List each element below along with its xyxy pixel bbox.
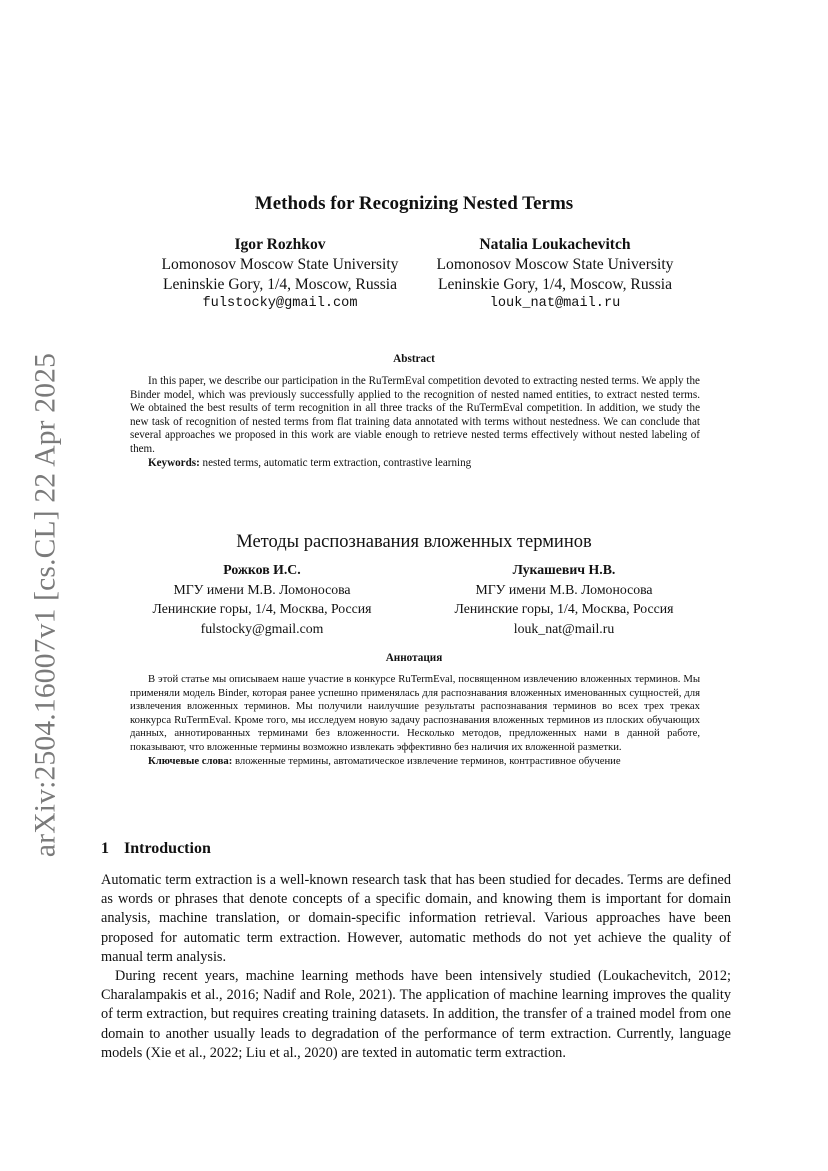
author-block-2 [424,235,686,314]
author-name: Natalia Loukachevitch [479,236,631,253]
author-name: Igor Rozhkov [234,236,326,253]
keywords-text-ru: вложенные термины, автоматическое извлечение терминов, контрастивное обучение [234,754,621,767]
author-affiliation: Lomonosov Moscow State University [161,255,399,273]
author-block-ru-1 [122,560,402,638]
author-name-ru: Лукашевич Н.В. [512,562,616,577]
abstract-keywords-ru [130,755,700,769]
abstract-text-ru: В этой статье мы описываем наше участие в конкурсе RuTermEval, посвященном извлечению вложенных терминов. Мы применяли модель Binder, которая ранее успешно применялась для распознавания вложенных именованных сущностей, для извлечения вложенных терминов. Мы получили наилучшие результаты распознавания терминов во всех трех треках конкурса RuTermEval. Кроме того, мы исследуем новую задачу распознавания вложенных терминов из плоских обучающих данных, аннотированных терминами без вложенности. Несколько методов, предложенных нами в данной работе, показывают, что вложенные термины возможно извлекать эффективно без наличия их вложенной разметки. [130,673,700,753]
author-name-ru: Рожков И.С. [223,562,301,577]
author-email: fulstocky@gmail.com [202,296,358,312]
author-email-ru: fulstocky@gmail.com [200,620,324,636]
author-address-ru: Ленинские горы, 1/4, Москва, Россия [454,601,674,617]
author-email-ru: louk_nat@mail.ru [513,620,615,636]
paragraph: During recent years, machine learning methods have been intensively studied (Loukachevitch, 2012; Charalampakis et al., 2016; Nadif and Role, 2021). The application of machine learning improves the quality of term extraction, but requires creating training datasets. In addition, the transfer of a trained model from one domain to another usually leads to degradation of the performance of term extraction. Currently, language models (Xie et al., 2022; Liu et al., 2020) are texted in automatic term extraction. [101,968,731,1061]
author-block-ru-2 [424,560,704,638]
abstract-text: In this paper, we describe our participation in the RuTermEval competition devoted to extracting nested terms. We apply the Binder model, which was previously successfully applied to the recognition of nested named entities, to extract nested terms. We obtained the best results of term recognition in all three tracks of the RuTermEval competition. In addition, we study the new task of recognition of nested terms from flat training data annotated with terms without nestedness. We can conclude that several approaches we proposed in this work are viable enough to retrieve nested terms effectively without nested labeling of them. [130,375,700,455]
author-affiliation-ru: МГУ имени М.В. Ломоносова [173,581,351,597]
keywords-label-ru: Ключевые слова: [148,754,233,767]
paper-title-ru: Методы распознавания вложенных терминов [236,532,592,552]
author-address: Leninskie Gory, 1/4, Moscow, Russia [162,275,398,293]
keywords-label: Keywords: [148,456,200,469]
author-address-ru: Ленинские горы, 1/4, Москва, Россия [152,601,372,617]
author-affiliation: Lomonosov Moscow State University [436,255,674,273]
section-number: 1 [101,840,109,857]
author-block-1 [150,235,410,314]
paragraph: Automatic term extraction is a well-known research task that has been studied for decades. Terms are defined as words or phrases that denote concepts of a specific domain, and knowing them is important for domain analysis, machine translation, or domain-specific information retrieval. Various approaches have been proposed for automatic term extraction. However, automatic methods do not yet achieve the quality of manual term analysis. [101,872,731,965]
abstract-keywords [130,457,700,471]
section-heading [101,840,211,858]
abstract-heading: Abstract [393,353,435,365]
author-affiliation-ru: МГУ имени М.В. Ломоносова [475,581,653,597]
author-address: Leninskie Gory, 1/4, Moscow, Russia [437,275,673,293]
keywords-text: nested terms, automatic term extraction, contrastive learning [202,456,472,469]
section-title: Introduction [124,840,211,857]
abstract-en [130,375,700,470]
arxiv-identifier: arXiv:2504.16007v1 [cs.CL] 22 Apr 2025 [29,352,62,858]
author-email: louk_nat@mail.ru [489,296,621,312]
paper-title: Methods for Recognizing Nested Terms [254,193,574,214]
body-text [101,871,731,1063]
abstract-ru [130,673,700,768]
abstract-heading-ru: Аннотация [385,652,443,664]
